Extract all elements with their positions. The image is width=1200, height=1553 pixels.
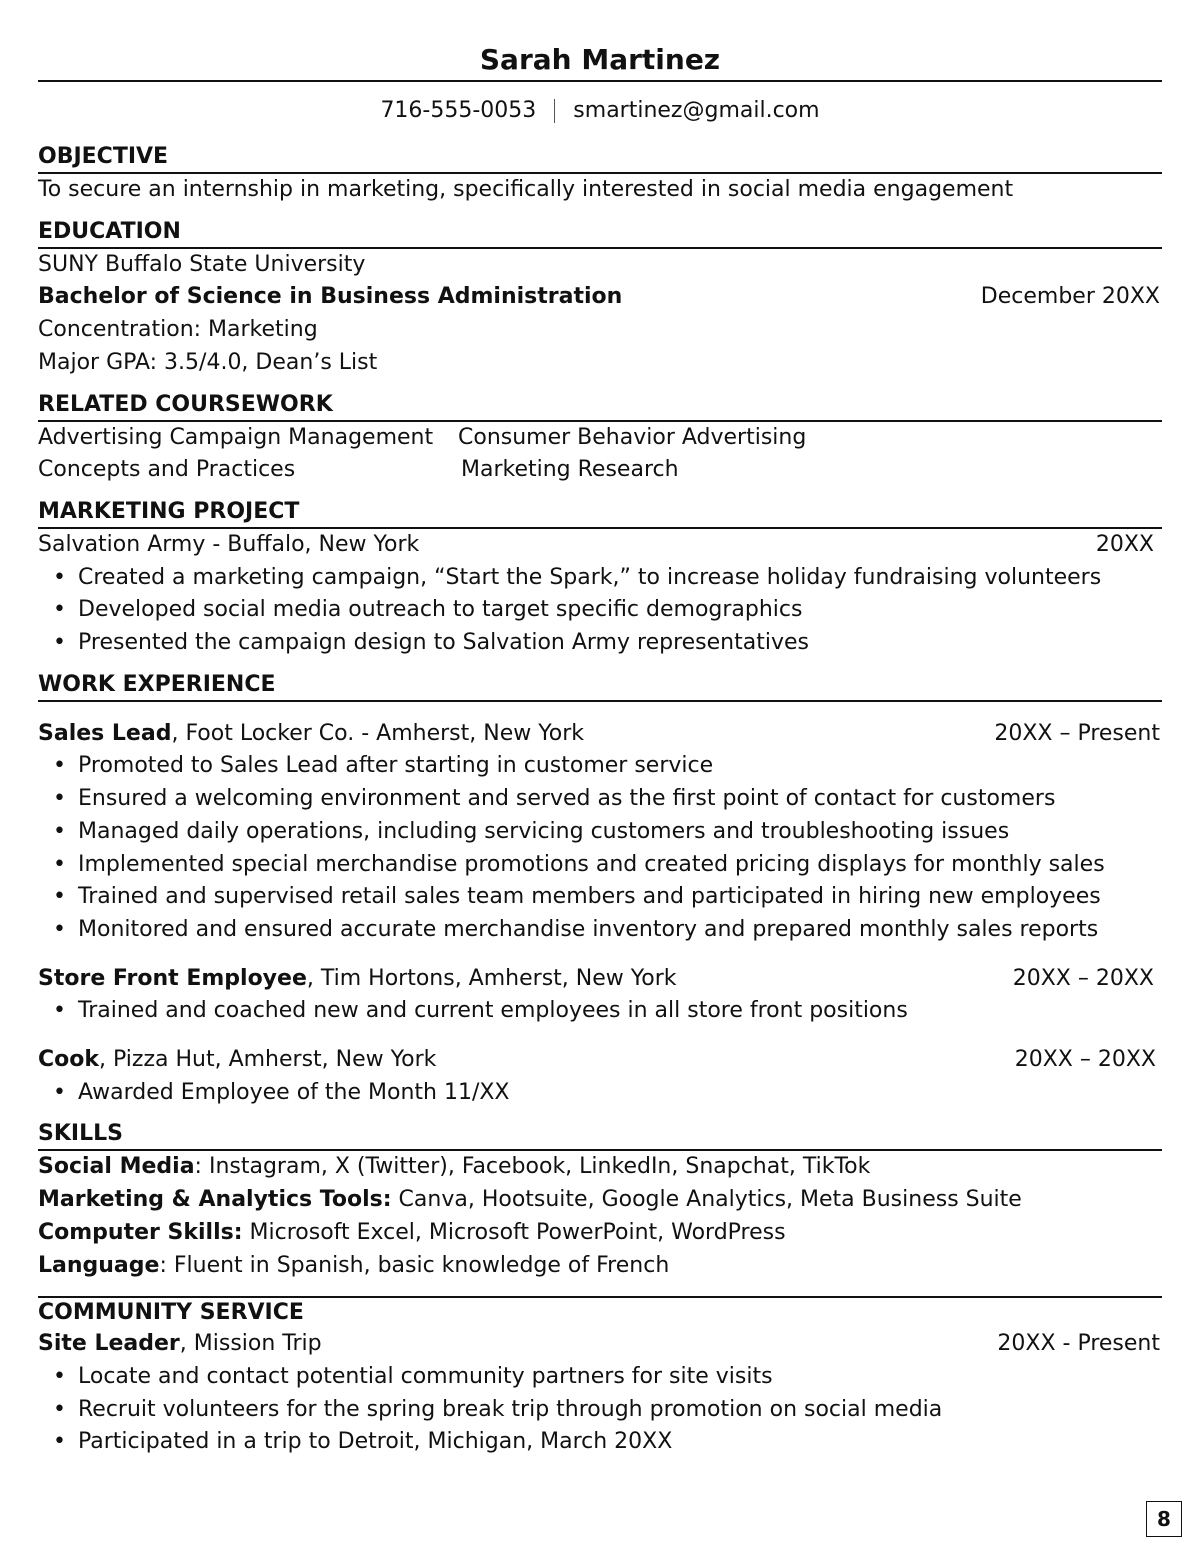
job-date: 20XX – Present xyxy=(994,720,1160,746)
list-item: • Presented the campaign design to Salvation Army representatives xyxy=(38,627,1162,660)
community-place: , Mission Trip xyxy=(179,1331,322,1357)
list-item: • Created a marketing campaign, “Start the Spark,” to increase holiday fundraising volunteers xyxy=(38,562,1162,595)
job-title: Sales Lead xyxy=(38,720,172,746)
skill-value: Canva, Hootsuite, Google Analytics, Meta Business Suite xyxy=(391,1187,1022,1213)
job-header xyxy=(38,963,1162,996)
course-item: Concepts and Practices xyxy=(38,457,296,483)
section-heading: MARKETING PROJECT xyxy=(38,497,1162,529)
project-date: 20XX xyxy=(1095,531,1154,557)
list-item: • Ensured a welcoming environment and served as the first point of contact for customers xyxy=(38,783,1162,816)
coursework-row xyxy=(38,454,1162,487)
objective-text: To secure an internship in marketing, specifically interested in social media engagement xyxy=(38,177,1014,202)
project-org: Salvation Army - Buffalo, New York xyxy=(38,531,420,557)
skills-section xyxy=(38,1119,1162,1282)
job-title: Cook xyxy=(38,1047,100,1073)
contact-separator xyxy=(554,99,555,123)
degree-title: Bachelor of Science in Business Administration xyxy=(38,284,623,310)
objective-section xyxy=(38,142,1162,207)
skill-label: Computer Skills: xyxy=(38,1219,243,1245)
section-heading: WORK EXPERIENCE xyxy=(38,670,1162,702)
list-item: • Managed daily operations, including servicing customers and troubleshooting issues xyxy=(38,816,1162,849)
skill-label: Social Media xyxy=(38,1154,195,1180)
job-entry xyxy=(38,1044,1162,1109)
concentration: Concentration: Marketing xyxy=(38,317,318,343)
community-title: Site Leader xyxy=(38,1331,180,1357)
list-item: • Trained and supervised retail sales team members and participated in hiring new employees xyxy=(38,881,1162,914)
community-section xyxy=(38,1296,1162,1459)
project-section xyxy=(38,497,1162,660)
skill-label: Marketing & Analytics Tools: xyxy=(38,1187,392,1213)
community-bullets xyxy=(38,1361,1162,1459)
section-heading: SKILLS xyxy=(38,1119,1162,1151)
job-bullets xyxy=(38,995,1162,1028)
list-item: • Implemented special merchandise promotions and created pricing displays for monthly sales xyxy=(38,849,1162,882)
community-date: 20XX - Present xyxy=(997,1331,1160,1357)
list-item: • Participated in a trip to Detroit, Michigan, March 20XX xyxy=(38,1426,1162,1459)
job-title: Store Front Employee xyxy=(38,965,307,991)
course-item: Consumer Behavior Advertising xyxy=(458,424,807,450)
job-date: 20XX – 20XX xyxy=(1014,1047,1156,1073)
skill-line xyxy=(38,1184,1162,1217)
gpa: Major GPA: 3.5/4.0, Dean’s List xyxy=(38,349,378,375)
section-heading: EDUCATION xyxy=(38,217,1162,249)
list-item: • Locate and contact potential community partners for site visits xyxy=(38,1361,1162,1394)
job-date: 20XX – 20XX xyxy=(1012,965,1154,991)
resume-page xyxy=(38,40,1162,1459)
skill-value: : Fluent in Spanish, basic knowledge of French xyxy=(159,1252,670,1278)
course-item: Advertising Campaign Management xyxy=(38,424,434,450)
coursework-row xyxy=(38,422,1162,455)
school-name: SUNY Buffalo State University xyxy=(38,251,366,277)
page-number-badge: 8 xyxy=(1146,1501,1182,1537)
section-heading: RELATED COURSEWORK xyxy=(38,390,1162,422)
skill-value: Microsoft Excel, Microsoft PowerPoint, WordPress xyxy=(242,1219,786,1245)
graduation-date: December 20XX xyxy=(980,284,1160,310)
list-item: • Awarded Employee of the Month 11/XX xyxy=(38,1077,1162,1110)
list-item: • Monitored and ensured accurate merchandise inventory and prepared monthly sales reports xyxy=(38,914,1162,947)
job-place: , Foot Locker Co. - Amherst, New York xyxy=(171,720,584,746)
contact-line xyxy=(38,96,1162,126)
skill-value: : Instagram, X (Twitter), Facebook, LinkedIn, Snapchat, TikTok xyxy=(194,1154,871,1180)
list-item: • Developed social media outreach to target specific demographics xyxy=(38,594,1162,627)
work-section xyxy=(38,670,1162,1110)
community-header xyxy=(38,1328,1162,1361)
list-item: • Trained and coached new and current employees in all store front positions xyxy=(38,995,1162,1028)
phone-number: 716-555-0053 xyxy=(380,98,537,123)
education-section xyxy=(38,217,1162,380)
coursework-section xyxy=(38,390,1162,487)
name-divider xyxy=(38,80,1162,82)
list-item: • Recruit volunteers for the spring break trip through promotion on social media xyxy=(38,1394,1162,1427)
section-heading: OBJECTIVE xyxy=(38,142,1162,174)
project-bullets xyxy=(38,562,1162,660)
skill-label: Language xyxy=(38,1252,160,1278)
email-address[interactable]: smartinez@gmail.com xyxy=(573,98,820,123)
skill-line xyxy=(38,1151,1162,1184)
course-item: Marketing Research xyxy=(461,457,679,483)
job-header xyxy=(38,718,1162,751)
degree-line xyxy=(38,281,1162,314)
job-header xyxy=(38,1044,1162,1077)
section-heading: COMMUNITY SERVICE xyxy=(38,1300,304,1326)
candidate-name: Sarah Martinez xyxy=(479,43,721,76)
skill-line xyxy=(38,1217,1162,1250)
list-item: • Promoted to Sales Lead after starting in customer service xyxy=(38,750,1162,783)
job-entry xyxy=(38,718,1162,947)
job-place: , Pizza Hut, Amherst, New York xyxy=(99,1047,437,1073)
project-header xyxy=(38,529,1162,562)
job-bullets xyxy=(38,750,1162,946)
job-place: , Tim Hortons, Amherst, New York xyxy=(306,965,677,991)
job-entry xyxy=(38,963,1162,1028)
skill-line xyxy=(38,1250,1162,1283)
job-bullets xyxy=(38,1077,1162,1110)
